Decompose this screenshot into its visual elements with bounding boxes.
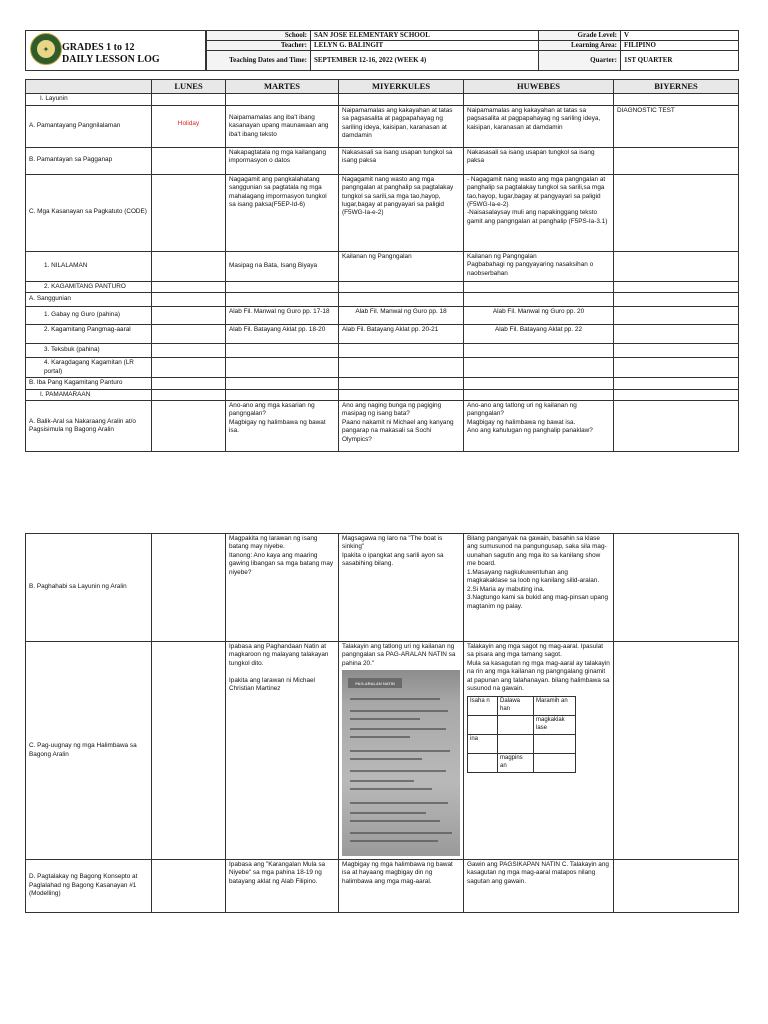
- pagganap-huwebes: Nakasasali sa isang usapan tungkol sa isang paksa: [464, 147, 614, 174]
- area-value: FILIPINO: [621, 41, 739, 51]
- holiday-text: Holiday: [152, 105, 226, 147]
- paghahabi-huwebes: Bilang panganyak na gawain, basahin sa klase ang sumusunod na pangungusap, saka sila mag-uunahan sagutin ang mga ito sa kanilang show me board. 1.Masayang nagkukuwentuhan ang magkakaklase sa loob ng kanilang silid-aralan. 2.Si Maria ay mabuting ina. 3.Nagtungo kami sa bukid ang mag-pinsan upang magtanim ng palay.: [464, 534, 614, 642]
- school-value: SAN JOSE ELEMENTARY SCHOOL: [311, 31, 539, 41]
- pag-uugnay-martes: Ipabasa ang Paghandaan Natin at magkaroon ng malayang talakayan tungkol dito. Ipakita ang larawan ni Michael Christian Martinez: [226, 642, 339, 860]
- paghahabi-martes: Magpakita ng larawan ng isang batang may niyebe. Itanong: Ano kaya ang maaring gawing libangan sa mga batang may niyebe?: [226, 534, 339, 642]
- kailanan-cell: [468, 715, 498, 734]
- kasanayan-huwebes: - Nagagamit nang wasto ang mga pangngalan at panghalip sa pagtalakay tungkol sa sarili,sa mga tao,hayop, lugar,bagay at pangyayari sa paligid (F5WG-Ia-e-2) -Naisasalaysay muli ang napakinggang teksto gamit ang pangngalan at panghalip (F5PS-Ia-3.1): [464, 174, 614, 251]
- paghahabi-label: B. Paghahabi sa Layunin ng Aralin: [26, 534, 152, 642]
- kailanan-cell: ina: [468, 734, 498, 753]
- nilalaman-miyerkules: Kailanan ng Pangngalan: [339, 251, 464, 281]
- title-line-1: GRADES 1 to 12: [62, 42, 135, 53]
- balik-aral-label: A. Balik-Aral sa Nakaraang Aralin at/o Pagsisimula ng Bagong Aralin: [26, 401, 152, 452]
- karagdagang-kagamitan-label: 4. Karagdagang Kagamitan (LR portal): [26, 358, 152, 378]
- teksbuk-label: 3. Teksbuk (pahina): [26, 344, 152, 358]
- pag-uugnay-label: C. Pag-uugnay ng mga Halimbawa sa Bagong Aralin: [26, 642, 152, 860]
- kailanan-row: [468, 753, 576, 772]
- lesson-table-page2: [25, 533, 739, 913]
- header-info-table: [206, 30, 739, 71]
- dates-value: SEPTEMBER 12-16, 2022 (WEEK 4): [311, 51, 539, 71]
- layunin-label: I. Layunin: [26, 94, 152, 105]
- pamantayan-pagganap-label: B. Pamantayan sa Pagganap: [26, 147, 152, 174]
- photo-heading: PAG-ARALAN NATIN: [355, 680, 395, 686]
- kailanan-row: [468, 734, 576, 753]
- kasanayan-miyerkules: Nagagamit nang wasto ang mga pangngalan at panghalip sa pagtalakay tungkol sa sarili,sa mga tao,hayop, lugar,bagay at pangyayari sa paligid (F5WG-Ia-e-2): [339, 174, 464, 251]
- kailanan-cell: [534, 753, 576, 772]
- school-label: School:: [207, 31, 311, 41]
- pangnilalaman-martes: Naipamamalas ang iba't ibang kasanayan upang maunawaan ang iba't ibang teksto: [226, 105, 339, 147]
- pagtalakay-label: D. Pagtalakay ng Bagong Konsepto at Paglalahad ng Bagong Kasanayan #1 (Modelling): [26, 860, 152, 913]
- kasanayan-martes: Nagagamit ang pangkalahatang sanggunian sa pagtatala ng mga mahalagang impormasyon tungkol sa isang paksa(F5EP-Id-6): [226, 174, 339, 251]
- gabay-martes: Alab Fil. Manwal ng Guro pp. 17-18: [226, 307, 339, 325]
- grade-value: V: [621, 31, 739, 41]
- pamamaraan-label: I. PAMAMARAAN: [26, 389, 152, 400]
- kasanayan-label: C. Mga Kasanayan sa Pagkatuto (CODE): [26, 174, 152, 251]
- kailanan-table: [467, 696, 576, 773]
- pag-uugnay-miyerkules-text: Talakayin ang tatlong uri ng kailanan ng pangngalan sa PAG-ARALAN NATIN sa pahina 20.": [342, 643, 456, 667]
- iba-pang-kagamitan-label: B. Iba Pang Kagamitang Panturo: [26, 378, 152, 389]
- pag-uugnay-huwebes: [464, 642, 614, 860]
- lesson-table-page1: [25, 79, 739, 452]
- kailanan-cell: [498, 734, 534, 753]
- grade-label: Grade Level:: [539, 31, 621, 41]
- kailanan-cell: Maramih an: [534, 696, 576, 715]
- seal-icon: ✦: [37, 40, 55, 58]
- gabay-guro-label: 1. Gabay ng Guro (pahina): [26, 307, 152, 325]
- teacher-value: LELYN G. BALINGIT: [311, 41, 539, 51]
- pagtalakay-martes: Ipabasa ang "Karangalan Mula sa Niyebe" sa mga pahina 18-19 ng batayang aklat ng Alab Filipino.: [226, 860, 339, 913]
- kailanan-cell: [468, 753, 498, 772]
- pangmag-miyerkules: Alab Fil. Batayang Aklat pp. 20-21: [339, 325, 464, 344]
- balik-aral-huwebes: Ano-ano ang tatlong uri ng kailanan ng pangngalan? Magbigay ng halimbawa ng bawat isa. Ano ang kahulugan ng panghalip panaklaw?: [464, 401, 614, 452]
- nilalaman-martes: Masipag na Bata, Isang Biyaya: [226, 251, 339, 281]
- nilalaman-label: 1. NILALAMAN: [26, 251, 152, 281]
- pagtalakay-miyerkules: Magbigay ng mga halimbawa ng bawat isa at hayaang magbigay din ng halimbawa ang mga mag-aaral.: [339, 860, 464, 913]
- kailanan-row: [468, 715, 576, 734]
- kailanan-cell: [498, 715, 534, 734]
- pagganap-miyerkules: Nakasasali sa isang usapan tungkol sa isang paksa: [339, 147, 464, 174]
- pangmag-martes: Alab Fil. Batayang Aklat pp. 18-20: [226, 325, 339, 344]
- pangnilalaman-huwebes: Naipamamalas ang kakayahan at tatas sa pagsasalita at pagpapahayag ng sariling ideya, kaisipan, karanasan at damdamin: [464, 105, 614, 147]
- kailanan-row: [468, 696, 576, 715]
- pangnilalaman-miyerkules: Naipamamalas ang kakayahan at tatas sa pagsasalita at pagpapahayag ng sariling ideya, kaisipan, karanasan at damdamin: [339, 105, 464, 147]
- pagganap-martes: Nakapagtatala ng mga kailangang impormasyon o datos: [226, 147, 339, 174]
- balik-aral-miyerkules: Ano ang naging bunga ng pagiging masipag ng isang bata? Paano nakamit ni Michael ang kanyang pangarap na makasali sa Sochi Olympics?: [339, 401, 464, 452]
- gabay-miyerkules: Alab Fil. Manwal ng Guro pp. 18: [339, 307, 464, 325]
- teacher-label: Teacher:: [207, 41, 311, 51]
- kagamitang-panturo-label: 2. KAGAMITANG PANTURO: [26, 281, 152, 292]
- pangmag-aaral-label: 2. Kagamitang Pangmag-aaral: [26, 325, 152, 344]
- paghahabi-miyerkules: Magsagawa ng laro na "The boat is sinking" Ipakita o ipangkat ang sarili ayon sa sasabihing bilang.: [339, 534, 464, 642]
- area-label: Learning Area:: [539, 41, 621, 51]
- kailanan-cell: Dalawa han: [498, 696, 534, 715]
- day-lunes: LUNES: [152, 80, 226, 94]
- kailanan-cell: magpins an: [498, 753, 534, 772]
- day-miyerkules: MIYERKULES: [339, 80, 464, 94]
- kailanan-cell: magkaklak lase: [534, 715, 576, 734]
- corner-cell: [26, 80, 152, 94]
- pangnilalaman-biyernes: DIAGNOSTIC TEST: [614, 105, 739, 147]
- textbook-photo: [342, 670, 460, 856]
- sanggunian-label: A. Sanggunian: [26, 293, 152, 307]
- day-martes: MARTES: [226, 80, 339, 94]
- title-box: [25, 30, 206, 71]
- dates-label: Teaching Dates and Time:: [207, 51, 311, 71]
- title-line-2: DAILY LESSON LOG: [62, 53, 160, 65]
- kailanan-cell: Isaha n: [468, 696, 498, 715]
- pamantayang-pangnilalaman-label: A. Pamantayang Pangnilalaman: [26, 105, 152, 147]
- pangmag-huwebes: Alab Fil. Batayang Aklat pp. 22: [464, 325, 614, 344]
- pag-uugnay-miyerkules: [339, 642, 464, 860]
- day-huwebes: HUWEBES: [464, 80, 614, 94]
- gabay-huwebes: Alab Fil. Manwal ng Guro pp. 20: [464, 307, 614, 325]
- nilalaman-huwebes: Kailanan ng Pangngalan Pagbabahagi ng pangyayaring nasaksihan o naobserbahan: [464, 251, 614, 281]
- pag-uugnay-huwebes-text: Talakayin ang mga sagot ng mag-aaral. Ipasulat sa pisara ang mga tamang sagot. Mula sa kasagutan ng mga mag-aaral ay talakayin na rin ang mga kailanan ng pangngalang ginamit at papunan ang talahanayan. bilang halimbawa sa susunod na gawain.: [467, 643, 610, 693]
- quarter-value: 1ST QUARTER: [621, 51, 739, 71]
- quarter-label: Quarter:: [539, 51, 621, 71]
- balik-aral-martes: Ano-ano ang mga kasarian ng pangngalan? Magbigay ng halimbawa ng bawat isa.: [226, 401, 339, 452]
- pagtalakay-huwebes: Gawin ang PAGSIKAPAN NATIN C. Talakayin ang kasagutan ng mga mag-aaral matapos nilang sagutan ang gawain.: [464, 860, 614, 913]
- day-biyernes: BIYERNES: [614, 80, 739, 94]
- kailanan-cell: [534, 734, 576, 753]
